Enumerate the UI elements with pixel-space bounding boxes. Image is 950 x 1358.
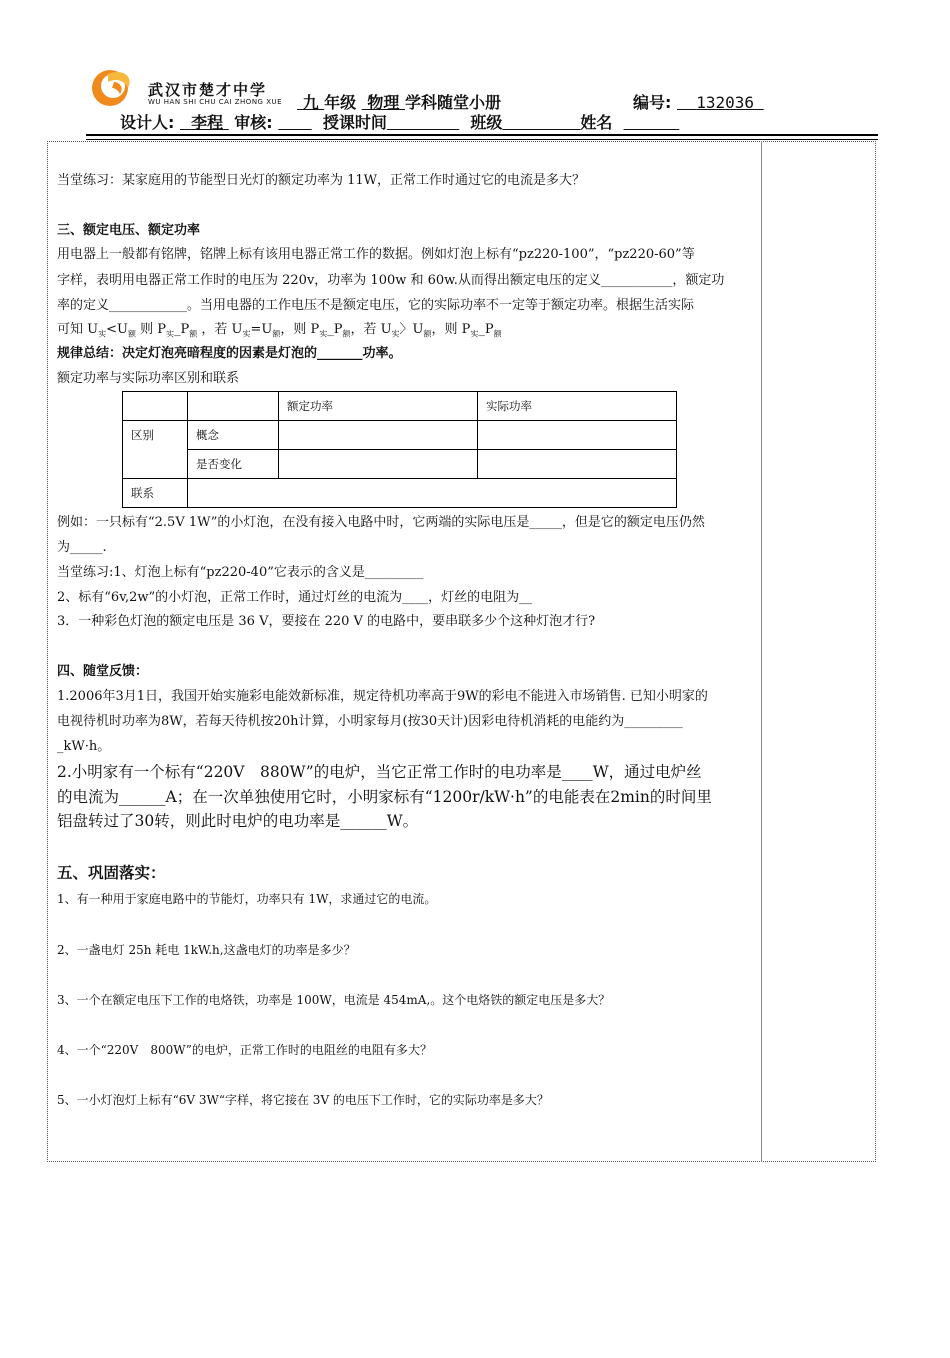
section-3-para-1: 用电器上一般都有铭牌，铭牌上标有该用电器正常工作的数据。例如灯泡上标有“pz220-100”，“pz220-60”等	[57, 247, 695, 262]
feedback-2-line-3: 铝盘转过了30转，则此时电炉的电功率是______W。	[57, 812, 419, 830]
table-caption: 额定功率与实际功率区别和联系	[57, 371, 240, 386]
section-3-title: 三、额定电压、额定功率	[57, 223, 201, 238]
table-cell-difference: 区别	[123, 421, 188, 479]
rule-summary: 规律总结：决定灯泡亮暗程度的因素是灯泡的_______功率。	[57, 346, 402, 361]
practice-1: 当堂练习:1、灯泡上标有“pz220-40”它表示的含义是_________	[57, 565, 424, 580]
header-rule-thin	[86, 139, 878, 140]
feedback-1-line-2: 电视待机时功率为8W，若每天待机按20h计算，小明家每月(按30天计)因彩电待机消耗的电能约为_________	[57, 714, 683, 729]
grade-field: 九 年级 物理 学科随堂小册	[302, 93, 501, 112]
section-3-para-3: 率的定义____________。当用电器的工作电压不是额定电压，它的实际功率不一定等于额定功率。根据生活实际	[57, 298, 695, 313]
table-row	[123, 421, 677, 450]
practice-2: 2、标有“6v,2w”的小灯泡，正常工作时，通过灯丝的电流为____，灯丝的电阻为__	[57, 590, 533, 605]
school-logo-icon	[88, 64, 138, 110]
feedback-2-line-1: 2.小明家有一个标有“220V 880W”的电炉，当它正常工作时的电功率是____W，通过电炉丝	[57, 763, 702, 781]
table-header-rated: 额定功率	[279, 392, 478, 421]
code-field: 编号: 132036	[633, 93, 755, 112]
table-row	[123, 479, 677, 508]
exercise-5: 5、一小灯泡灯上标有“6V 3W“字样，将它接在 3V 的电压下工作时，它的实际功率是多大？	[57, 1093, 549, 1107]
table-row	[123, 450, 677, 479]
comparison-table	[122, 391, 677, 508]
exercise-2: 2、一盏电灯 25h 耗电 1kW.h,这盏电灯的功率是多少？	[57, 943, 356, 957]
section-3-para-2: 字样，表明用电器正常工作时的电压为 220v，功率为 100w 和 60w.从而得出额定电压的定义___________，额定功	[57, 273, 725, 288]
example-line-1: 例如：一只标有“2.5V 1W”的小灯泡，在没有接入电路中时，它两端的实际电压是_____，但是它的额定电压仍然	[57, 515, 705, 530]
designer-row: 设计人: 李程 审核: 授课时间 班级 姓名	[120, 113, 613, 132]
margin-column-divider	[761, 141, 762, 1162]
school-name: 武汉市楚才中学	[148, 81, 268, 99]
feedback-1-line-3: _kW·h。	[57, 739, 111, 754]
practice-intro: 当堂练习：某家庭用的节能型日光灯的额定功率为 11W，正常工作时通过它的电流是多大？	[57, 173, 586, 188]
table-cell-change: 是否变化	[188, 450, 279, 479]
practice-3: 3．一种彩色灯泡的额定电压是 36 V，要接在 220 V 的电路中，要串联多少个这种灯泡才行?	[57, 614, 596, 629]
table-row	[123, 392, 677, 421]
example-line-2: 为_____.	[57, 540, 107, 555]
feedback-2-line-2: 的电流为______A；在一次单独使用它时，小明家标有“1200r/kW·h”的电能表在2min的时间里	[57, 788, 712, 806]
table-cell-link: 联系	[123, 479, 188, 508]
table-header-actual: 实际功率	[478, 392, 677, 421]
exercise-1: 1、有一种用于家庭电路中的节能灯，功率只有 1W，求通过它的电流。	[57, 892, 437, 906]
header-rule	[86, 134, 878, 136]
section-5-title: 五、巩固落实：	[57, 863, 166, 882]
school-name-pinyin: WU HAN SHI CHU CAI ZHONG XUE	[148, 98, 283, 106]
section-3-para-4: 可知 $U_实<U_额$ 则 $P_实\_P_额$ ，若 $U_实=U_额$，则 $P_实\_P_额$，若 $U_实$〉$U_额$，则 $P_实\_P_额$	[57, 322, 502, 339]
section-4-title: 四、随堂反馈：	[57, 664, 149, 679]
exercise-4: 4、一个“220V 800W”的电炉，正常工作时的电阻丝的电阻有多大？	[57, 1043, 432, 1057]
table-cell-concept: 概念	[188, 421, 279, 450]
feedback-1-line-1: 1.2006年3月1日，我国开始实施彩电能效新标准，规定待机功率高于9W的彩电不能进入市场销售. 已知小明家的	[57, 689, 708, 704]
exercise-3: 3、一个在额定电压下工作的电烙铁，功率是 100W，电流是 454mA,。这个电烙铁的额定电压是多大？	[57, 993, 611, 1007]
